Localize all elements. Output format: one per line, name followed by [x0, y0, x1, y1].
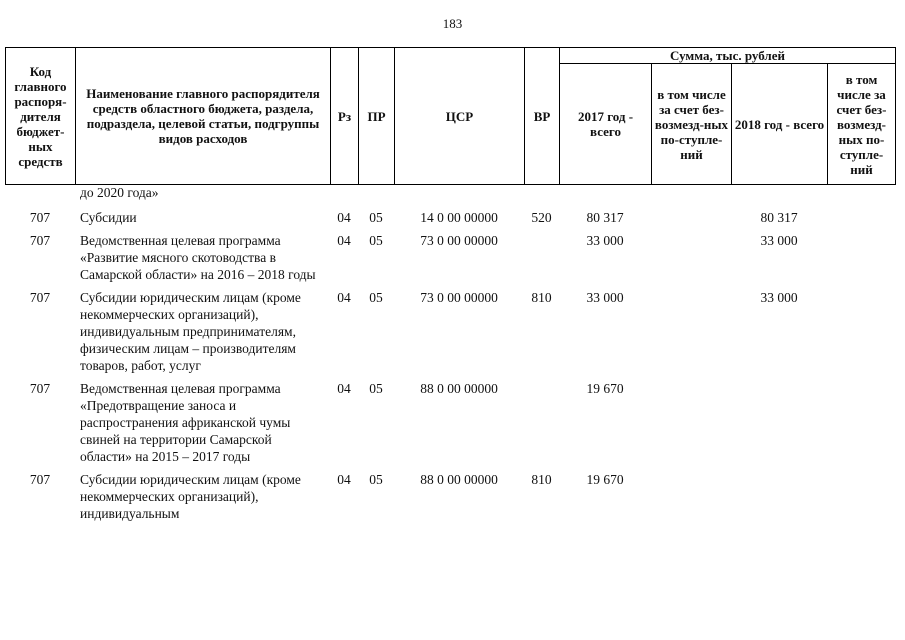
header-2018-free: в том числе за счет без-возмезд-ных по-ступле-ний — [828, 64, 896, 185]
cell-kod: 707 — [29, 381, 51, 396]
cell-csr: 73 0 00 00000 — [420, 233, 498, 248]
header-vr: ВР — [525, 48, 560, 185]
table-row — [5, 471, 895, 528]
header-csr: ЦСР — [395, 48, 525, 185]
table-header — [5, 47, 896, 185]
cell-vr: 810 — [531, 472, 552, 487]
cell-2017-free — [651, 209, 731, 232]
cell-csr: 88 0 00 00000 — [420, 381, 498, 396]
cell-pr: 05 — [369, 290, 383, 305]
cell-pr: 05 — [369, 472, 383, 487]
cell-vr: 520 — [531, 210, 552, 225]
table-body — [5, 184, 895, 528]
cell-rz: 04 — [337, 210, 351, 225]
header-2017-total: 2017 год - всего — [560, 64, 652, 185]
header-rz: Рз — [331, 48, 359, 185]
cell-name: Ведомственная целевая программа «Предотвращение заноса и распространения африканской чумы свиней на территории Самарской области» на 2015 – 2017 годы — [80, 381, 291, 464]
cell-vr: 810 — [531, 290, 552, 305]
cell-csr: 88 0 00 00000 — [420, 472, 498, 487]
header-pr: ПР — [359, 48, 395, 185]
cell-2017-total: 33 000 — [586, 290, 624, 305]
cell-kod: 707 — [29, 290, 51, 305]
cell-2018-free — [827, 209, 895, 232]
cell-rz: 04 — [337, 472, 351, 487]
continuation-text: до 2020 года» — [80, 185, 159, 200]
cell-2017-free — [651, 380, 731, 471]
header-name: Наименование главного распорядителя средств областного бюджета, раздела, подраздела, целевой статьи, подгруппы видов расходов — [76, 48, 331, 185]
table-row — [5, 232, 895, 289]
cell-2018-total — [731, 380, 827, 471]
cell-2018-total: 33 000 — [760, 290, 798, 305]
cell-rz: 04 — [337, 381, 351, 396]
cell-vr — [524, 232, 559, 289]
cell-csr: 73 0 00 00000 — [420, 290, 498, 305]
header-2017-free: в том числе за счет без-возмезд-ных по-ступле-ний — [652, 64, 732, 185]
cell-kod: 707 — [29, 210, 51, 225]
cell-kod: 707 — [29, 472, 51, 487]
cell-2018-free — [827, 380, 895, 471]
table-row — [5, 289, 895, 380]
cell-2018-free — [827, 232, 895, 289]
page-number: 183 — [442, 16, 463, 31]
cell-rz: 04 — [337, 233, 351, 248]
cell-2018-total: 80 317 — [760, 210, 798, 225]
cell-2017-free — [651, 289, 731, 380]
cell-csr: 14 0 00 00000 — [420, 210, 498, 225]
cell-2017-total: 19 670 — [586, 381, 624, 396]
cell-2018-total — [731, 471, 827, 528]
cell-name: Субсидии юридическим лицам (кроме некоммерческих организаций), индивидуальным — [80, 472, 301, 521]
cell-2017-free — [651, 471, 731, 528]
header-2018-total: 2018 год - всего — [732, 64, 828, 185]
continuation-row — [5, 184, 895, 209]
header-kod: Код главного распоря-дителя бюджет-ных средств — [6, 48, 76, 185]
cell-2017-free — [651, 232, 731, 289]
cell-2018-total: 33 000 — [760, 233, 798, 248]
table-row — [5, 380, 895, 471]
cell-2017-total: 19 670 — [586, 472, 624, 487]
cell-2018-free — [827, 471, 895, 528]
cell-2018-free — [827, 289, 895, 380]
cell-pr: 05 — [369, 233, 383, 248]
cell-kod: 707 — [29, 233, 51, 248]
cell-2017-total: 33 000 — [586, 233, 624, 248]
cell-name: Субсидии юридическим лицам (кроме некоммерческих организаций), индивидуальным предпринимателям, физическим лицам – производителям товаров, работ, услуг — [80, 290, 301, 373]
cell-name: Субсидии — [80, 210, 137, 225]
cell-pr: 05 — [369, 210, 383, 225]
cell-rz: 04 — [337, 290, 351, 305]
table-row — [5, 209, 895, 232]
cell-name: Ведомственная целевая программа «Развитие мясного скотоводства в Самарской области» на 2016 – 2018 годы — [80, 233, 316, 282]
header-sum: Сумма, тыс. рублей — [560, 48, 896, 64]
cell-2017-total: 80 317 — [586, 210, 624, 225]
cell-pr: 05 — [369, 381, 383, 396]
cell-vr — [524, 380, 559, 471]
